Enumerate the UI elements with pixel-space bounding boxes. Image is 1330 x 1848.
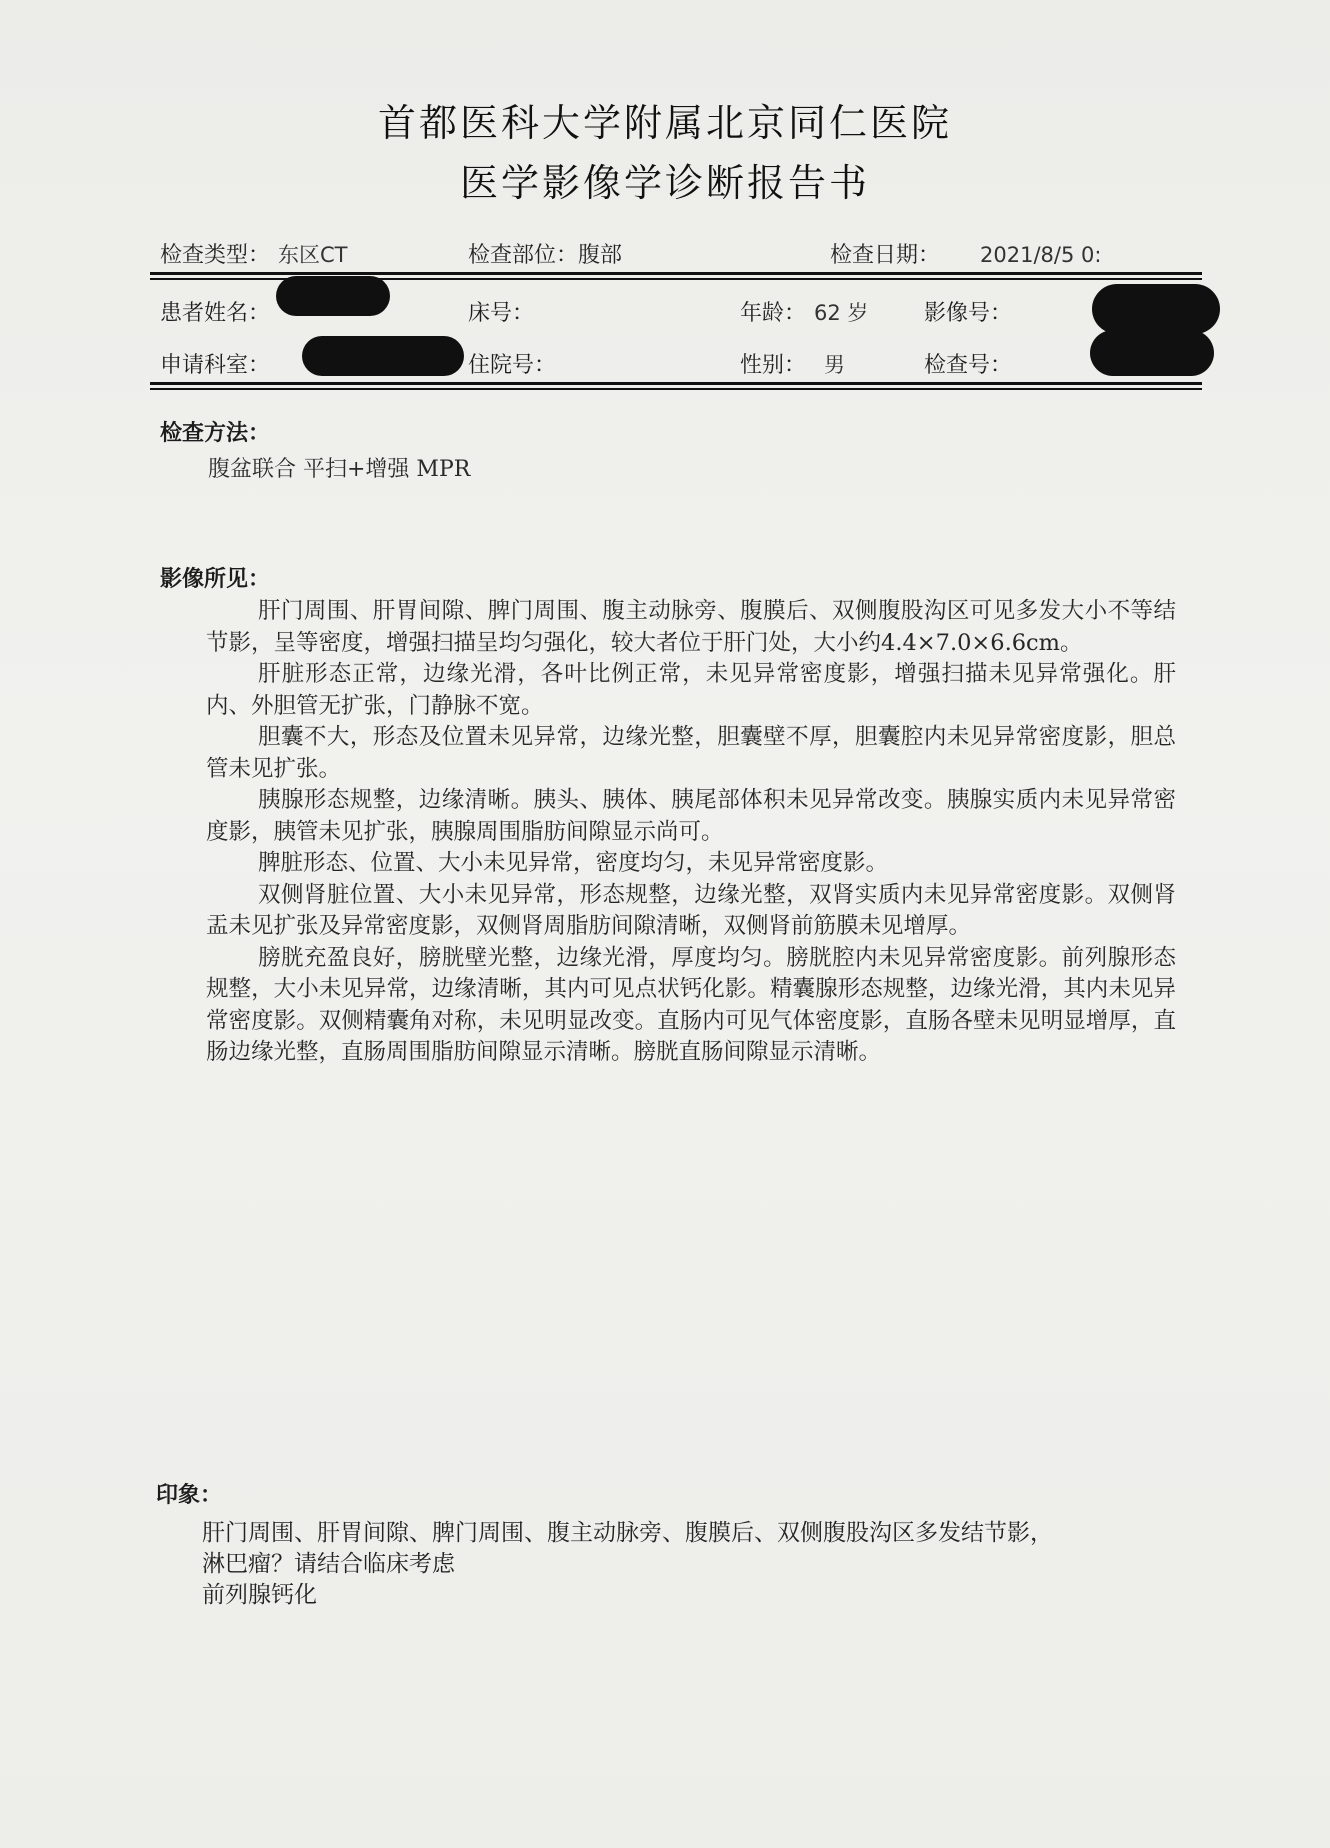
sex-label: 性别： bbox=[740, 353, 807, 378]
findings-paragraph: 脾脏形态、位置、大小未见异常，密度均匀，未见异常密度影。 bbox=[258, 850, 889, 876]
impression-label: 印象： bbox=[156, 1482, 223, 1508]
exam-type-field bbox=[160, 238, 348, 269]
header-rule-top bbox=[150, 272, 1202, 275]
exam-type-value: 东区CT bbox=[278, 243, 348, 267]
findings-paragraph: 胆囊不大，形态及位置未见异常，边缘光整，胆囊壁不厚，胆囊腔内未见异常密度影，胆总管未见扩张。 bbox=[206, 724, 1176, 782]
exam-part-value: 腹部 bbox=[578, 243, 623, 268]
image-number-label: 影像号： bbox=[924, 301, 1013, 326]
impression-line: 淋巴瘤？请结合临床考虑 bbox=[202, 1551, 455, 1577]
findings-paragraph: 肝门周围、肝胃间隙、脾门周围、腹主动脉旁、腹膜后、双侧腹股沟区可见多发大小不等结节影，呈等密度，增强扫描呈均匀强化，较大者位于肝门处，大小约4.4×7.0×6.6cm。 bbox=[206, 598, 1176, 656]
inpatient-number-label: 住院号： bbox=[468, 353, 557, 378]
age-label: 年龄： bbox=[740, 301, 807, 326]
exam-date-label: 检查日期： bbox=[830, 243, 941, 268]
redaction-image-number bbox=[1092, 284, 1220, 334]
exam-part-field bbox=[468, 238, 622, 269]
exam-type-label: 检查类型： bbox=[160, 243, 271, 268]
exam-part-label: 检查部位： bbox=[468, 243, 579, 268]
age-field bbox=[740, 296, 868, 327]
exam-date-field bbox=[830, 238, 1101, 269]
findings-paragraph: 肝脏形态正常，边缘光滑，各叶比例正常，未见异常密度影，增强扫描未见异常强化。肝内、外胆管无扩张，门静脉不宽。 bbox=[206, 661, 1176, 719]
patient-name-label: 患者姓名： bbox=[160, 301, 271, 326]
exam-number-label: 检查号： bbox=[924, 353, 1013, 378]
bed-number-label: 床号： bbox=[468, 301, 535, 326]
sex-field bbox=[740, 348, 845, 379]
impression-line: 肝门周围、肝胃间隙、脾门周围、腹主动脉旁、腹膜后、双侧腹股沟区多发结节影， bbox=[202, 1520, 1053, 1546]
impression-line: 前列腺钙化 bbox=[202, 1582, 317, 1608]
findings-body bbox=[206, 596, 1176, 1069]
method-text: 腹盆联合 平扫+增强 MPR bbox=[208, 457, 471, 482]
impression-body bbox=[202, 1518, 1202, 1611]
findings-paragraph: 膀胱充盈良好，膀胱壁光整，边缘光滑，厚度均匀。膀胱腔内未见异常密度影。前列腺形态规整，大小未见异常，边缘清晰，其内可见点状钙化影。精囊腺形态规整，边缘光滑，其内未见异常密度影。双侧精囊角对称，未见明显改变。直肠内可见气体密度影，直肠各壁未见明显增厚，直肠边缘光整，直肠周围脂肪间隙显示清晰。膀胱直肠间隙显示清晰。 bbox=[206, 944, 1176, 1065]
findings-label: 影像所见： bbox=[160, 566, 271, 592]
exam-date-value: 2021/8/5 0: bbox=[980, 243, 1102, 267]
findings-paragraph: 双侧肾脏位置、大小未见异常，形态规整，边缘光整，双肾实质内未见异常密度影。双侧肾盂未见扩张及异常密度影，双侧肾周脂肪间隙清晰，双侧肾前筋膜未见增厚。 bbox=[206, 881, 1176, 939]
age-value: 62 岁 bbox=[814, 301, 869, 325]
exam-info-row bbox=[160, 238, 1200, 274]
sex-value: 男 bbox=[824, 353, 846, 377]
header-rule-bottom-thin bbox=[150, 388, 1202, 390]
hospital-name: 首都医科大学附属北京同仁医院 bbox=[377, 101, 952, 145]
method-label: 检查方法： bbox=[160, 420, 271, 446]
redaction-patient-name bbox=[276, 276, 390, 316]
redaction-exam-number bbox=[1090, 330, 1214, 376]
redaction-department bbox=[302, 336, 464, 376]
report-title: 医学影像学诊断报告书 bbox=[459, 161, 870, 205]
header-rule-bottom bbox=[150, 382, 1202, 385]
department-label: 申请科室： bbox=[160, 353, 271, 378]
findings-paragraph: 胰腺形态规整，边缘清晰。胰头、胰体、胰尾部体积未见异常改变。胰腺实质内未见异常密度影，胰管未见扩张，胰腺周围脂肪间隙显示尚可。 bbox=[206, 787, 1176, 845]
